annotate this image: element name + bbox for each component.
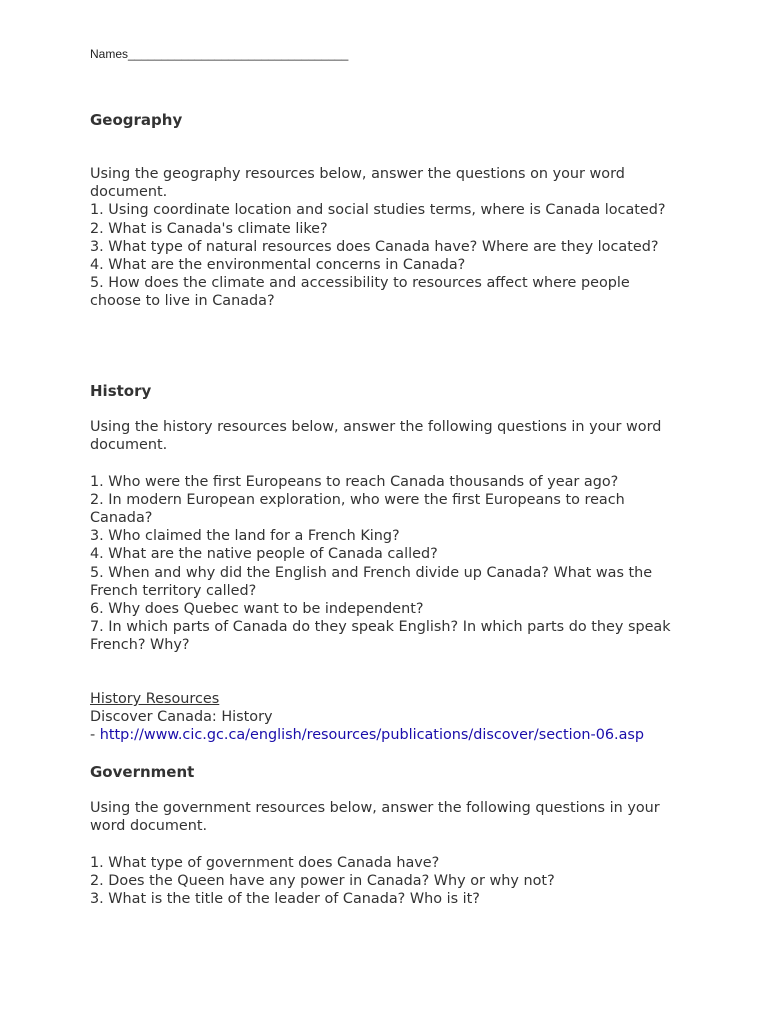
geography-question: 3. What type of natural resources does Canada have? Where are they located? (90, 238, 659, 255)
geography-question: 1. Using coordinate location and social studies terms, where is Canada located? (90, 202, 666, 219)
government-section (90, 799, 680, 908)
geography-section (90, 165, 680, 311)
history-question: 1. Who were the first Europeans to reach Canada thousands of year ago? (90, 473, 619, 490)
government-heading: Government (90, 763, 195, 781)
government-question: 1. What type of government does Canada have? (90, 854, 440, 871)
history-question: 3. Who claimed the land for a French King? (90, 528, 400, 545)
history-question: 4. What are the native people of Canada called? (90, 546, 438, 563)
government-question: 2. Does the Queen have any power in Canada? Why or why not? (90, 872, 555, 889)
government-intro: Using the government resources below, answer the following questions in your word document. (90, 800, 660, 835)
geography-question: 4. What are the environmental concerns in Canada? (90, 257, 466, 274)
history-question: 7. In which parts of Canada do they speak English? In which parts do they speak French? Why? (90, 619, 671, 654)
history-question: 2. In modern European exploration, who were the first Europeans to reach Canada? (90, 491, 625, 526)
history-resources-heading: History Resources (90, 691, 220, 707)
geography-heading: Geography (90, 111, 183, 129)
resource-prefix: - (90, 727, 100, 744)
history-question: 5. When and why did the English and French divide up Canada? What was the French territory called? (90, 564, 653, 599)
geography-question: 2. What is Canada's climate like? (90, 220, 328, 237)
history-intro: Using the history resources below, answer the following questions in your word document. (90, 419, 662, 454)
resource-title: Discover Canada: History (90, 709, 273, 726)
history-section (90, 418, 680, 655)
geography-intro: Using the geography resources below, answer the questions on your word document. (90, 166, 625, 201)
names-line: Names_________________________________ (90, 47, 349, 61)
history-question: 6. Why does Quebec want to be independent? (90, 601, 424, 618)
history-resources (90, 690, 680, 745)
history-heading: History (90, 382, 152, 400)
government-question: 3. What is the title of the leader of Canada? Who is it? (90, 891, 480, 907)
resource-link[interactable]: http://www.cic.gc.ca/english/resources/publications/discover/section-06.asp (99, 727, 645, 744)
geography-question: 5. How does the climate and accessibility to resources affect where people choose to live in Canada? (90, 275, 630, 310)
